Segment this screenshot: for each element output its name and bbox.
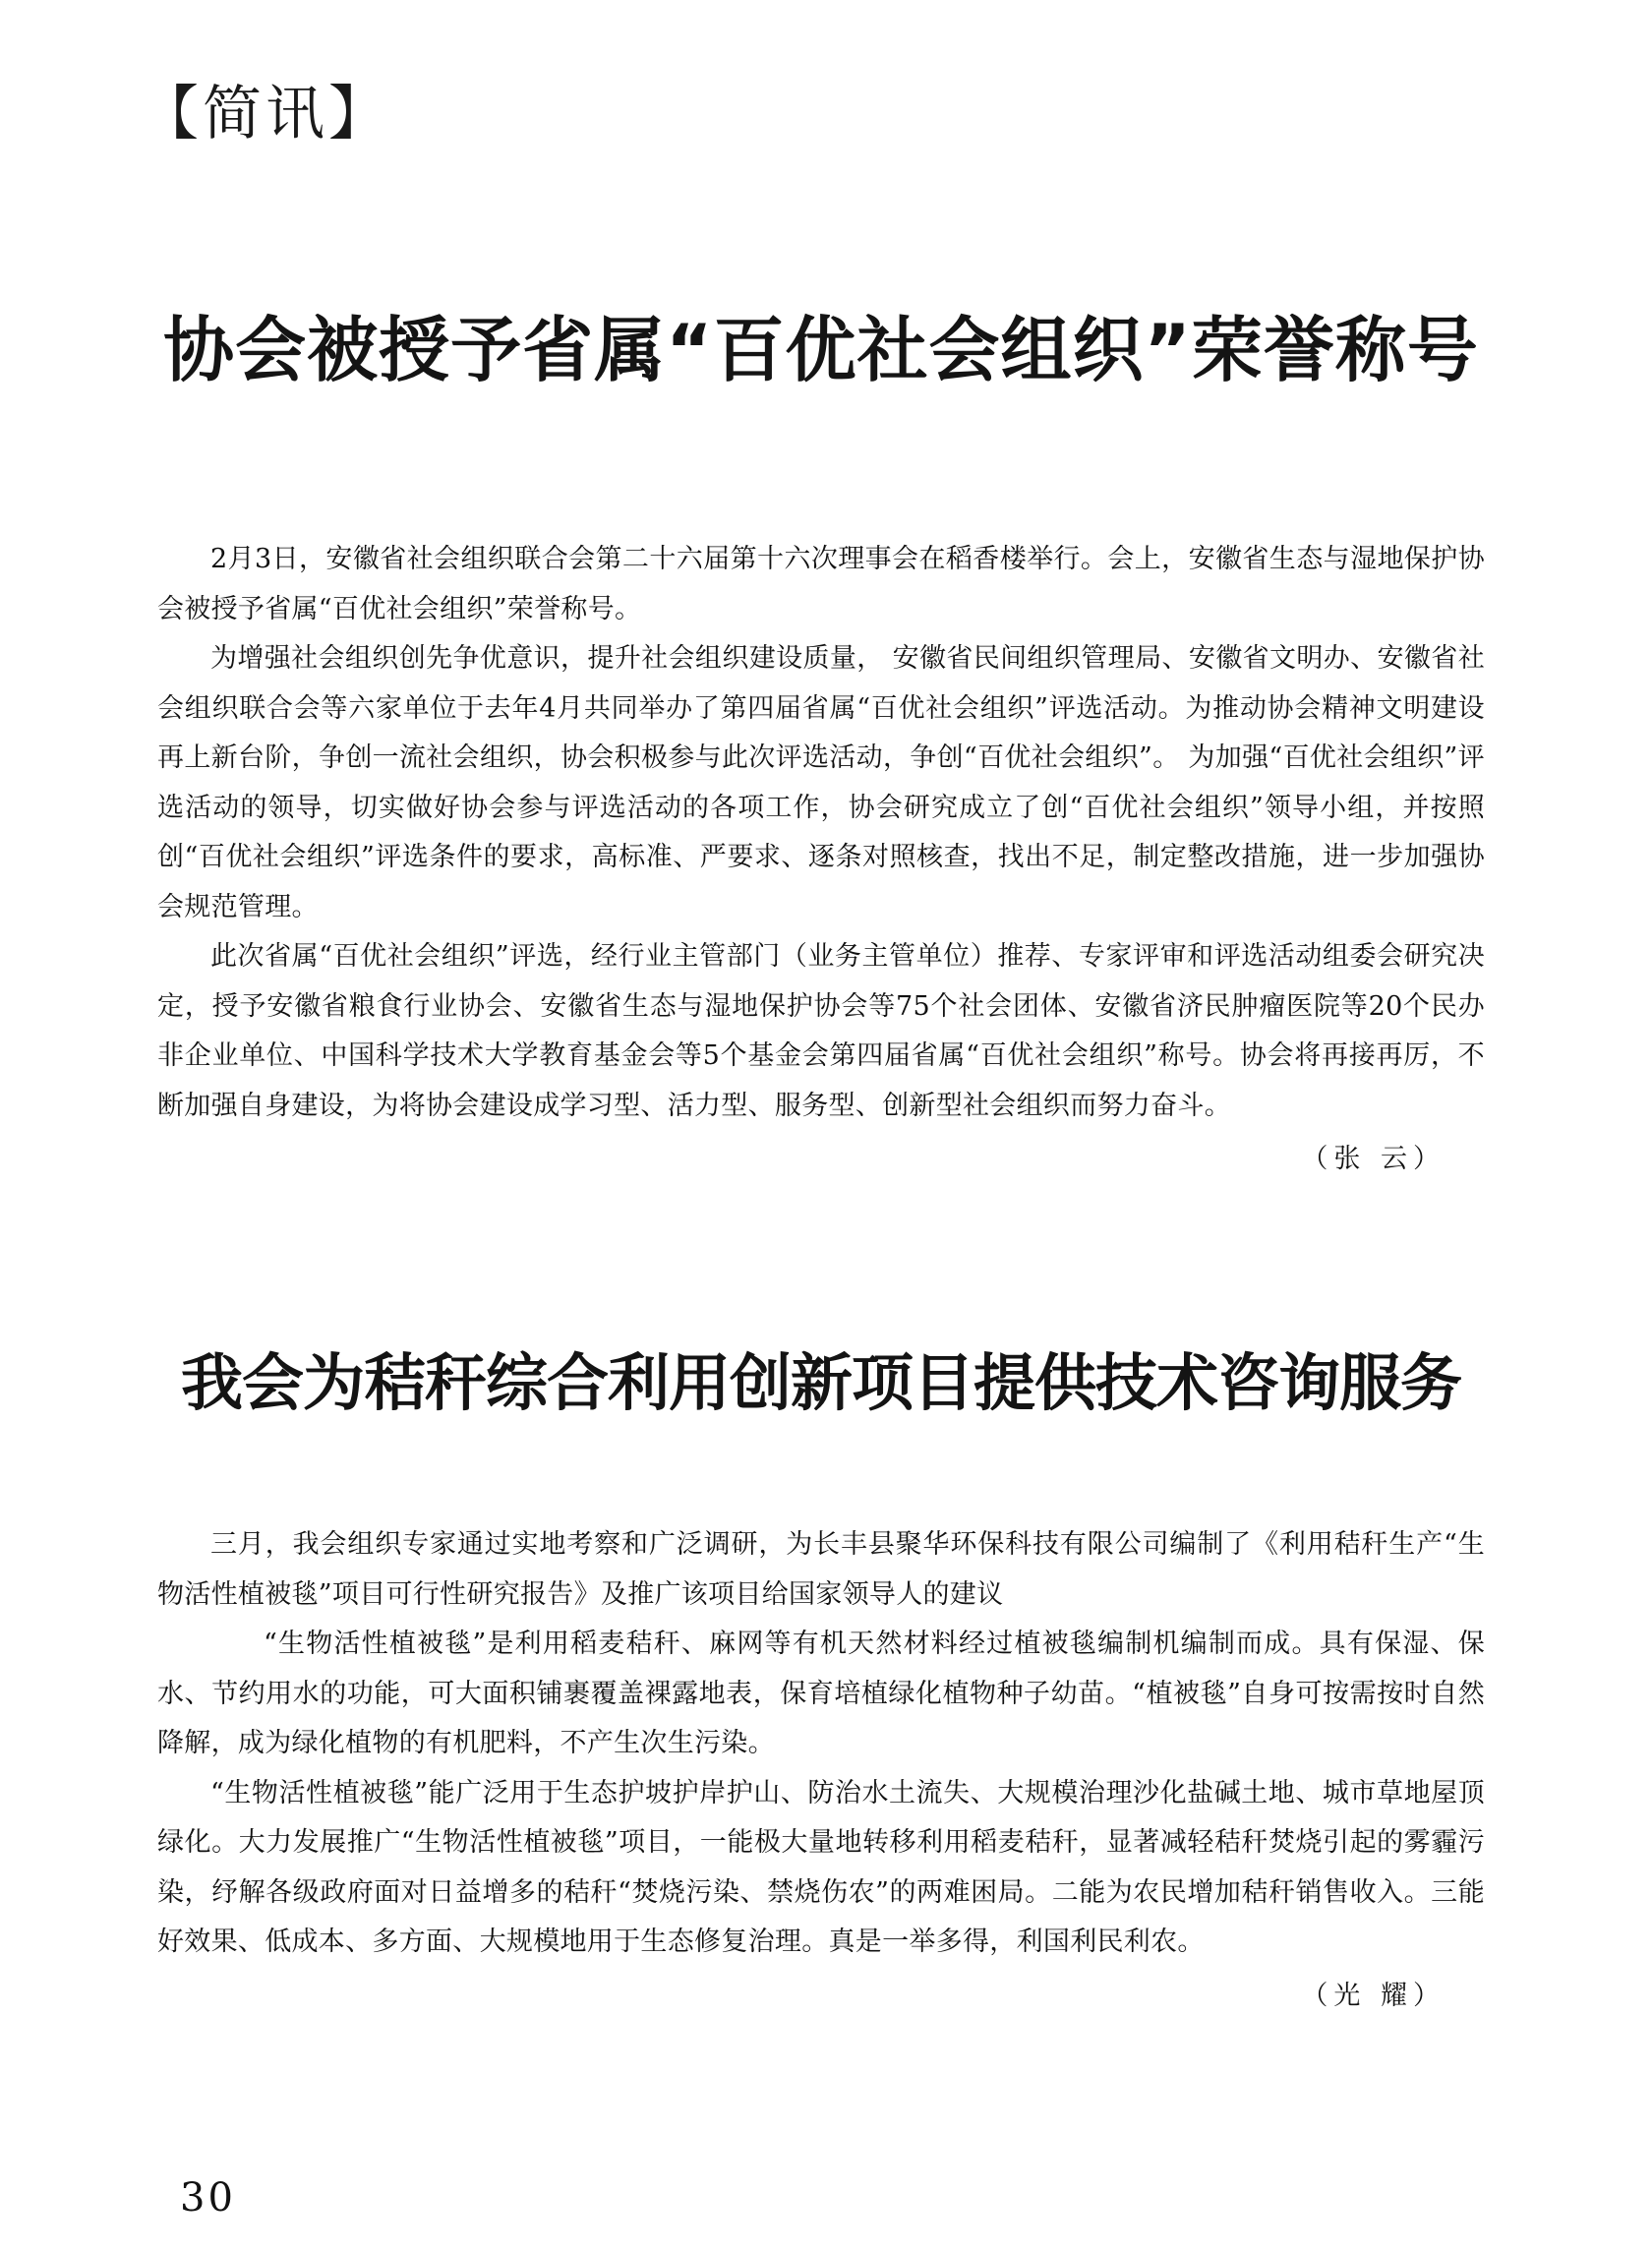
article-headline: 协会被授予省属“百优社会组织”荣誉称号 [163, 309, 1479, 391]
section-tag: 【简讯】 [140, 80, 391, 148]
article-paragraph: 此次省属“百优社会组织”评选，经行业主管部门（业务主管单位）推荐、专家评审和评选活动组委会研究决定，授予安徽省粮食行业协会、安徽省生态与湿地保护协会等75个社会团体、安徽省济民肿瘤医院等20个民办非企业单位、中国科学技术大学教育基金会等5个基金会第四届省属“百优社会组织”称号。协会将再接再厉，不断加强自身建设，为将协会建设成学习型、活力型、服务型、创新型社会组织而努力奋斗。 [157, 941, 1485, 1121]
article-headline: 我会为秸秆综合利用创新项目提供技术咨询服务 [181, 1347, 1461, 1419]
article-paragraph: 为增强社会组织创先争优意识，提升社会组织建设质量， 安徽省民间组织管理局、安徽省文明办、安徽省社会组织联合会等六家单位于去年4月共同举办了第四届省属“百优社会组织”评选活动。为推动协会精神文明建设再上新台阶，争创一流社会组织，协会积极参与此次评选活动，争创“百优社会组织”。 为加强“百优社会组织”评选活动的领导，切实做好协会参与评选活动的各项工作，协会研究成立了创“百优社会组织”领导小组，并按照创“百优社会组织”评选条件的要求，高标准、严要求、逐条对照核查，找出不足，制定整改措施，进一步加强协会规范管理。 [157, 643, 1485, 922]
article-body [157, 535, 1485, 1131]
article-paragraph: 三月，我会组织专家通过实地考察和广泛调研，为长丰县聚华环保科技有限公司编制了《利用秸秆生产“生物活性植被毯”项目可行性研究报告》及推广该项目给国家领导人的建议 [157, 1529, 1485, 1610]
article-paragraph: “生物活性植被毯”能广泛用于生态护坡护岸护山、防治水土流失、大规模治理沙化盐碱土地、城市草地屋顶绿化。大力发展推广“生物活性植被毯”项目，一能极大量地转移利用稻麦秸秆，显著减轻秸秆焚烧引起的雾霾污染，纾解各级政府面对日益增多的秸秆“焚烧污染、禁烧伤农”的两难困局。二能为农民增加秸秆销售收入。三能好效果、低成本、多方面、大规模地用于生态修复治理。真是一举多得，利国利民利农。 [157, 1777, 1485, 1957]
article-author: （光 耀） [1301, 1980, 1446, 2011]
article-straw [157, 1347, 1485, 2021]
page-number: 30 [180, 2175, 236, 2221]
article-author: （张 云） [1301, 1144, 1446, 1174]
article-honor [157, 309, 1485, 1184]
article-paragraph: “生物活性植被毯”是利用稻麦秸秆、麻网等有机天然材料经过植被毯编制机编制而成。具有保湿、保水、节约用水的功能，可大面积铺裹覆盖裸露地表，保育培植绿化植物种子幼苗。“植被毯”自身可按需按时自然降解，成为绿化植物的有机肥料，不产生次生污染。 [157, 1629, 1485, 1758]
article-body [157, 1520, 1485, 1968]
article-paragraph: 2月3日，安徽省社会组织联合会第二十六届第十六次理事会在稻香楼举行。会上，安徽省生态与湿地保护协会被授予省属“百优社会组织”荣誉称号。 [157, 544, 1485, 624]
